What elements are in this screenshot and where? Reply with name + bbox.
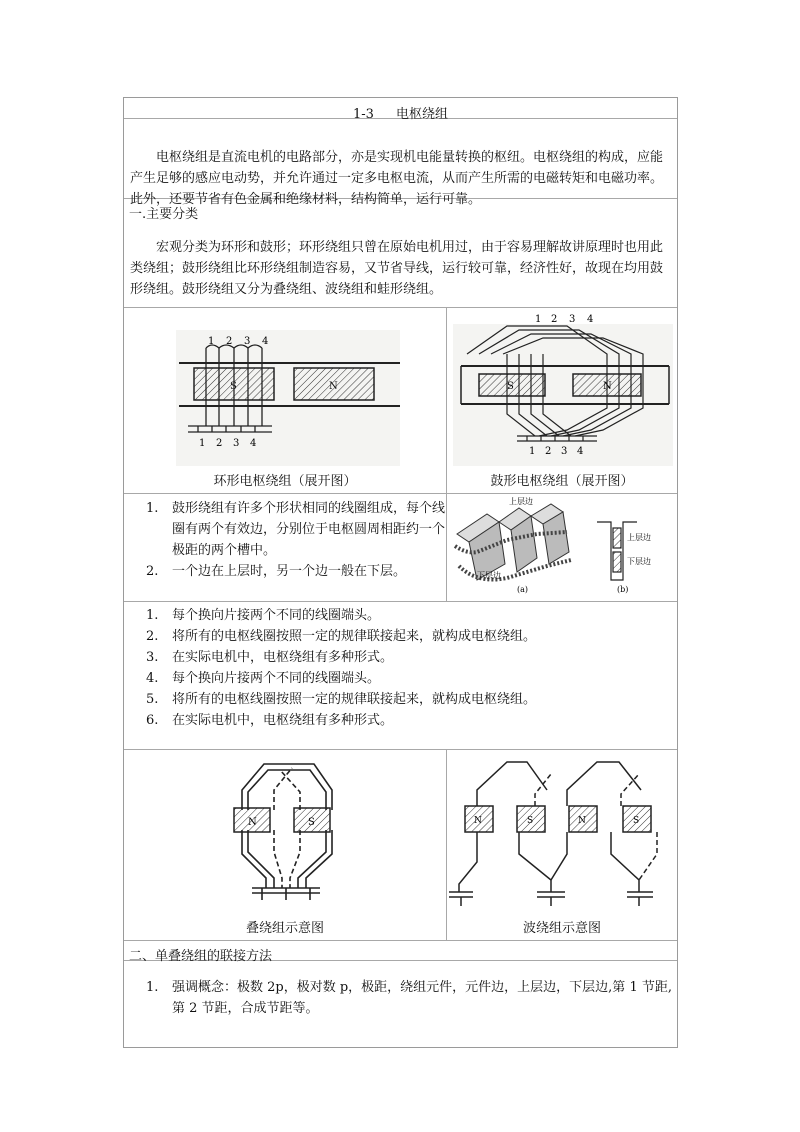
ring-pole-s: S <box>230 381 237 392</box>
slot-lower-label: 下层边 <box>627 557 651 566</box>
intro-block <box>124 119 677 207</box>
ring-top-number-3: 3 <box>244 336 251 347</box>
drum-pole-n: N <box>603 381 612 392</box>
section-number: 1-3 <box>353 107 374 122</box>
ring-top-number-4: 4 <box>262 336 269 347</box>
list-item-text: 每个换向片接两个不同的线圈端头。 <box>172 671 381 686</box>
ring-bottom-number-2: 2 <box>216 438 223 449</box>
list-item-text: 一个边在上层时，另一个边一般在下层。 <box>172 564 407 579</box>
winding-types-row <box>124 750 677 941</box>
list-item-text: 鼓形绕组有许多个形状相同的线圈组成，每个线圈有两个有效边，分别位于电枢圆周相距约一个极距的两个槽中。 <box>172 501 446 558</box>
ring-bottom-number-3: 3 <box>233 438 240 449</box>
list-item-number: 1. <box>146 608 159 623</box>
section-title <box>124 98 677 122</box>
list-item-text: 将所有的电枢线圈按照一定的规律联接起来，就构成电枢绕组。 <box>172 629 537 644</box>
wave-pole-1: N <box>474 816 482 826</box>
section-2 <box>124 961 677 1047</box>
lap-winding-cell <box>124 750 447 940</box>
drum-winding-diagram <box>447 308 677 470</box>
list-item <box>124 668 677 689</box>
ring-pole-n: N <box>329 381 338 392</box>
figure-b-tag: (b) <box>617 585 629 594</box>
list-item-number: 5. <box>146 692 159 707</box>
list-item-text: 在实际电机中，电枢绕组有多种形式。 <box>172 713 394 728</box>
winding-figures-row <box>124 308 677 494</box>
commutator-points-row <box>124 602 677 750</box>
drum-top-number-1: 1 <box>535 314 542 325</box>
ring-bottom-number-1: 1 <box>199 438 206 449</box>
coil-points-row <box>124 494 677 602</box>
drum-bottom-number-1: 1 <box>529 446 536 457</box>
wave-winding-cell <box>447 750 677 940</box>
list-item-number: 3. <box>146 650 159 665</box>
list-item-number: 2. <box>146 629 159 644</box>
drum-pole-s: S <box>507 381 514 392</box>
section-2-list <box>124 961 677 1019</box>
ring-winding-cell <box>124 308 447 493</box>
list-item-number: 2. <box>146 564 159 579</box>
drum-winding-cell <box>447 308 677 493</box>
figure-a-tag: (a) <box>517 585 529 594</box>
coil-slot-figure-cell <box>447 494 677 601</box>
list-item-number: 1. <box>146 980 159 995</box>
list-item <box>124 561 446 582</box>
list-item <box>124 977 677 1019</box>
coil-slot-diagram <box>447 494 677 600</box>
ring-winding-diagram <box>124 308 446 470</box>
drum-top-number-2: 2 <box>551 314 558 325</box>
wave-winding-caption: 波绕组示意图 <box>522 921 601 936</box>
drum-bottom-number-3: 3 <box>561 446 568 457</box>
lap-pole-s: S <box>308 817 315 828</box>
wave-pole-3: N <box>578 816 586 826</box>
wave-pole-2: S <box>527 816 534 826</box>
lap-winding-diagram <box>124 750 446 916</box>
lower-side-label: 下层边 <box>477 571 501 580</box>
lap-winding-caption: 叠绕组示意图 <box>245 921 324 936</box>
list-item <box>124 689 677 710</box>
ring-bottom-number-4: 4 <box>250 438 257 449</box>
ring-winding-caption: 环形电枢绕组（展开图） <box>213 474 357 489</box>
drum-bottom-number-4: 4 <box>577 446 584 457</box>
section-1-heading: 一.主要分类 <box>129 207 199 222</box>
upper-side-label: 上层边 <box>509 497 533 506</box>
list-item-text: 强调概念：极数 2p，极对数 p，极距，绕组元件，元件边，上层边，下层边,第 1 节距,第 2 节距，合成节距等。 <box>172 980 672 1016</box>
list-item <box>124 647 677 668</box>
list-item-number: 1. <box>146 501 159 516</box>
coil-points-cell <box>124 494 447 601</box>
commutator-points-list <box>124 602 677 731</box>
lap-pole-n: N <box>248 817 257 828</box>
list-item-text: 在实际电机中，电枢绕组有多种形式。 <box>172 650 394 665</box>
wave-winding-diagram <box>447 750 677 916</box>
drum-bottom-number-2: 2 <box>545 446 552 457</box>
list-item-number: 4. <box>146 671 159 686</box>
ring-top-number-2: 2 <box>226 336 233 347</box>
list-item <box>124 605 677 626</box>
list-item <box>124 498 446 561</box>
intro-paragraph: 电枢绕组是直流电机的电路部分，亦是实现机电能量转换的枢纽。电枢绕组的构成，应能产生足够的感应电动势，并允许通过一定多电枢电流，从而产生所需的电磁转矩和电磁功率。此外，还要节省有色金属和绝缘材料，结构简单，运行可靠。 <box>130 150 664 207</box>
list-item-text: 每个换向片接两个不同的线圈端头。 <box>172 608 381 623</box>
section-1-paragraph: 宏观分类为环形和鼓形；环形绕组只曾在原始电机用过，由于容易理解故讲原理时也用此类绕组；鼓形绕组比环形绕组制造容易，又节省导线，运行较可靠，经济性好，故现在均用鼓形绕组。鼓形绕组又分为叠绕组、波绕组和蛙形绕组。 <box>130 240 664 297</box>
list-item <box>124 626 677 647</box>
section-2-heading: 二、单叠绕组的联接方法 <box>124 941 677 961</box>
wave-pole-4: S <box>633 816 640 826</box>
drum-top-number-4: 4 <box>587 314 594 325</box>
list-item-text: 将所有的电枢线圈按照一定的规律联接起来，就构成电枢绕组。 <box>172 692 537 707</box>
list-item-number: 6. <box>146 713 159 728</box>
coil-points-list <box>124 494 446 582</box>
document-table <box>123 97 678 1048</box>
section-title-text: 电枢绕组 <box>395 107 448 122</box>
ring-top-number-1: 1 <box>208 336 215 347</box>
drum-top-number-3: 3 <box>569 314 576 325</box>
drum-winding-caption: 鼓形电枢绕组（展开图） <box>490 474 634 489</box>
section-1 <box>124 199 677 308</box>
list-item <box>124 710 677 731</box>
slot-upper-label: 上层边 <box>627 533 651 542</box>
